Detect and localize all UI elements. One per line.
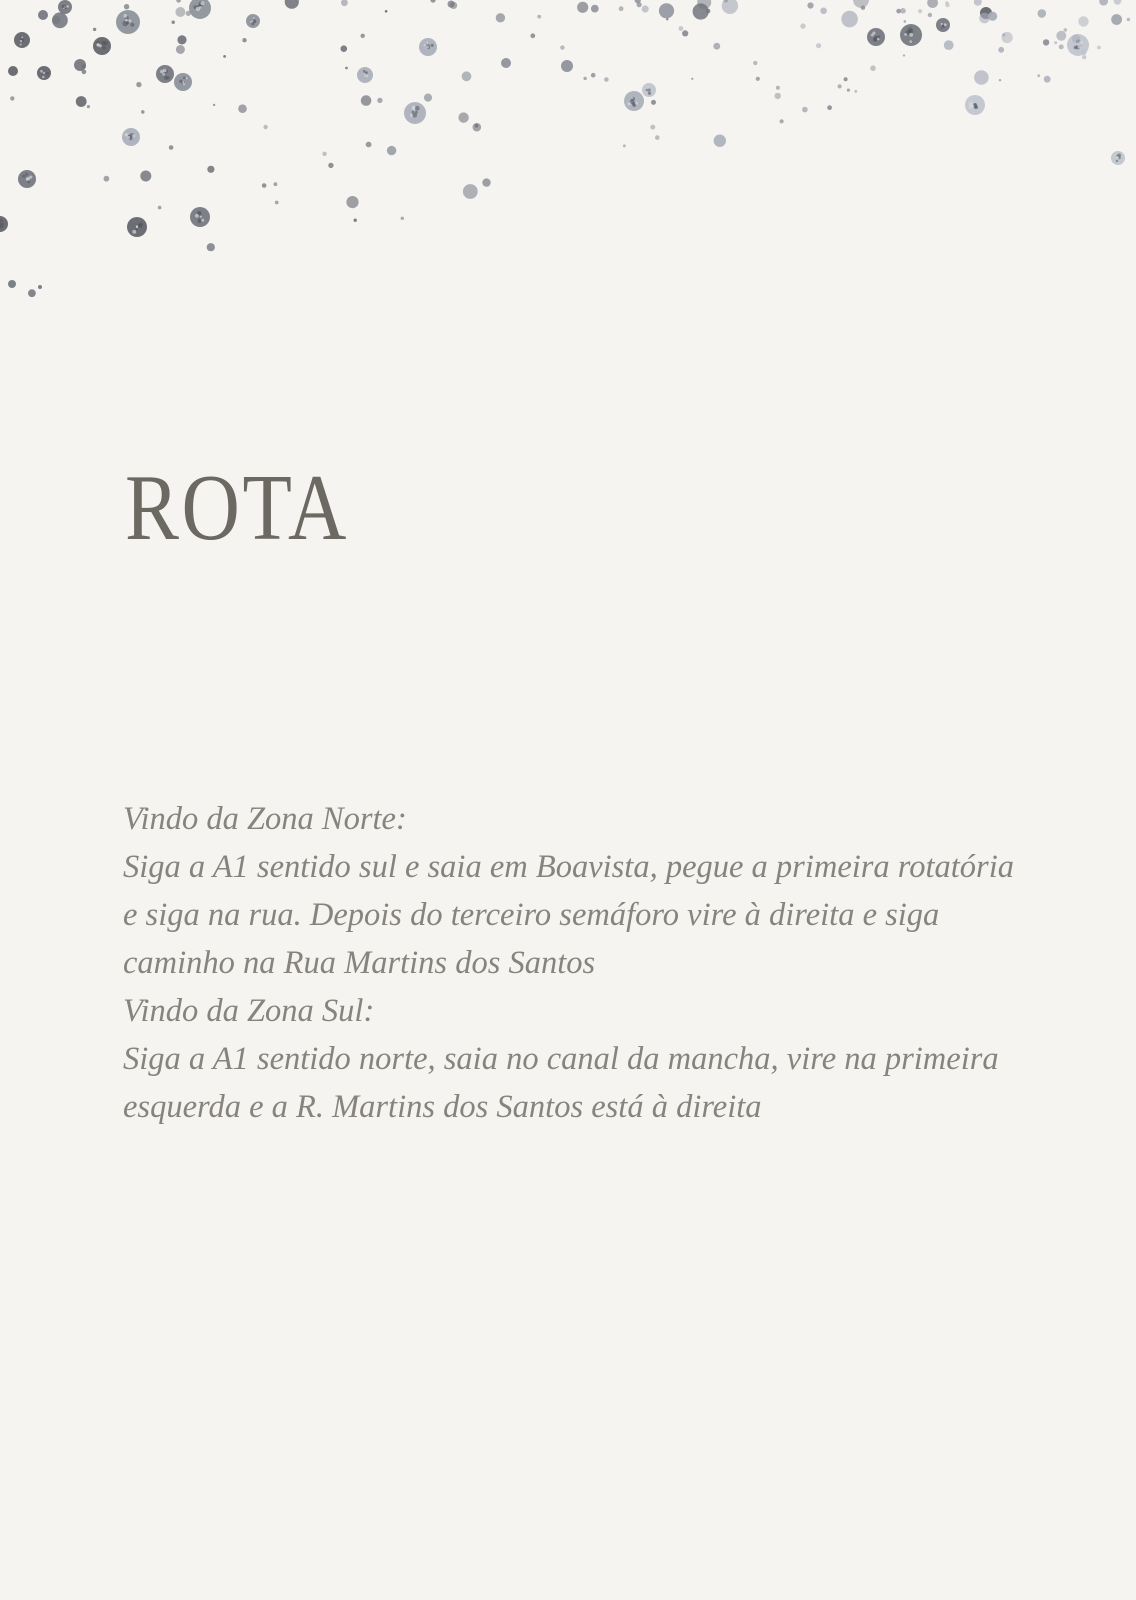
direction-line: Siga a A1 sentido sul e saia em Boavista, pegue a primeira rotatória <box>123 849 1014 885</box>
page-title: ROTA <box>125 456 349 560</box>
directions-text-block <box>123 795 1014 1131</box>
direction-line-south-heading: Vindo da Zona Sul: <box>123 993 375 1029</box>
direction-line: caminho na Rua Martins dos Santos <box>123 945 596 981</box>
direction-line: esquerda e a R. Martins dos Santos está à direita <box>123 1089 762 1125</box>
direction-line-north-heading: Vindo da Zona Norte: <box>123 801 407 837</box>
direction-line: e siga na rua. Depois do terceiro semáforo vire à direita e siga <box>123 897 940 933</box>
glitter-dots-decoration <box>0 0 1136 340</box>
direction-line: Siga a A1 sentido norte, saia no canal da mancha, vire na primeira <box>123 1041 999 1077</box>
